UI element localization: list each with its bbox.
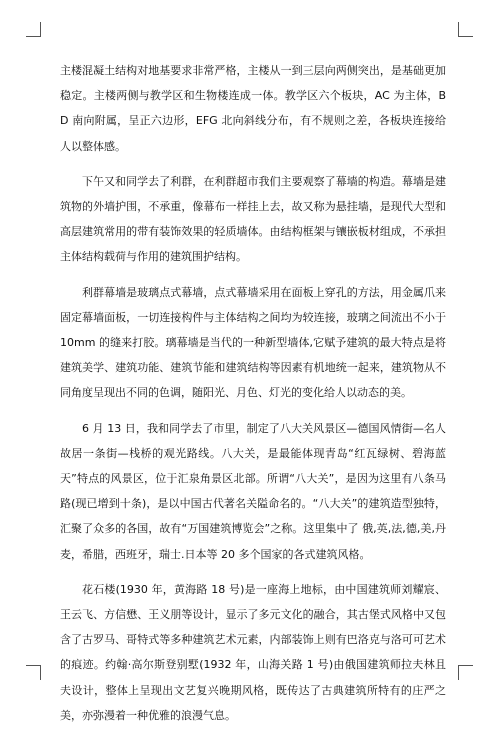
paragraph-3: 利群幕墙是玻璃点式幕墙，点式幕墙采用在面板上穿孔的方法，用金属爪来固定幕墙面板，一切连接构件与主体结构之间均为较连接，玻璃之间流出不小于 10mm 的缝来打胶。璃幕墙是当代的一种新型墙体,它赋予建筑的最大特点是将建筑美学、建筑功能、建筑节能和建筑结构等因素有机地统一起来，建筑物从不同角度呈现出不同的色调，随阳光、月色、灯光的变化给人以动态的美。 — [60, 285, 446, 400]
crop-mark-bottom-left — [26, 665, 41, 680]
paragraph-2: 下午又和同学去了利群，在利群超市我们主要观察了幕墙的构造。幕墙是建筑物的外墙护围，不承重，像幕布一样挂上去，故又称为悬挂墙，是现代大型和高层建筑常用的带有装饰效果的轻质墙体。由结构框架与镶嵌板材组成，不承担主体结构载荷与作用的建筑围护结构。 — [60, 174, 446, 264]
crop-mark-top-left — [26, 22, 41, 37]
paragraph-1: 主楼混凝土结构对地基要求非常严格，主楼从一到三层向两侧突出，是基础更加稳定。主楼两侧与教学区和生物楼连成一体。教学区六个板块，AC 为主体，BD 南向附属，呈正六边形，EFG 北向斜线分布，有不规则之差，各板块连接给人以整体感。 — [60, 64, 446, 153]
document-body — [60, 58, 446, 738]
paragraph-4: 6 月 13 日，我和同学去了市里，制定了八大关风景区—德国风情街—名人故居一条街—栈桥的观光路线。八大关，是最能体现青岛“红瓦绿树、碧海蓝天”特点的风景区，位于汇泉角景区北部。所谓“八大关”，是因为这里有八条马路(现已增到十条)，是以中国古代著名关隘命名的。“八大关”的建筑造型独特，汇聚了众多的各国，故有“万国建筑博览会”之称。这里集中了 俄,英,法,德,美,丹麦，希腊，西班牙，瑞士.日本等 20 多个国家的各式建筑风格。 — [60, 421, 446, 561]
crop-mark-top-right — [458, 22, 473, 37]
crop-mark-bottom-right — [458, 665, 473, 680]
paragraph-5: 花石楼(1930 年，黄海路 18 号)是一座海上地标，由中国建筑师刘耀宸、王云飞、方信懋、王义朋等设计，显示了多元文化的融合，其古堡式风格中又包含了古罗马、哥特式等多种建筑艺术元素，内部装饰上则有巴洛克与洛可可艺术的痕迹。约翰·高尔斯登别墅(1932 年，山海关路 1 号)由俄国建筑师拉夫林且夫设计，整体上呈现出文艺复兴晚期风格，既传达了古典建筑所特有的庄严之美，亦弥漫着一种优雅的浪漫气息。 — [60, 582, 446, 722]
